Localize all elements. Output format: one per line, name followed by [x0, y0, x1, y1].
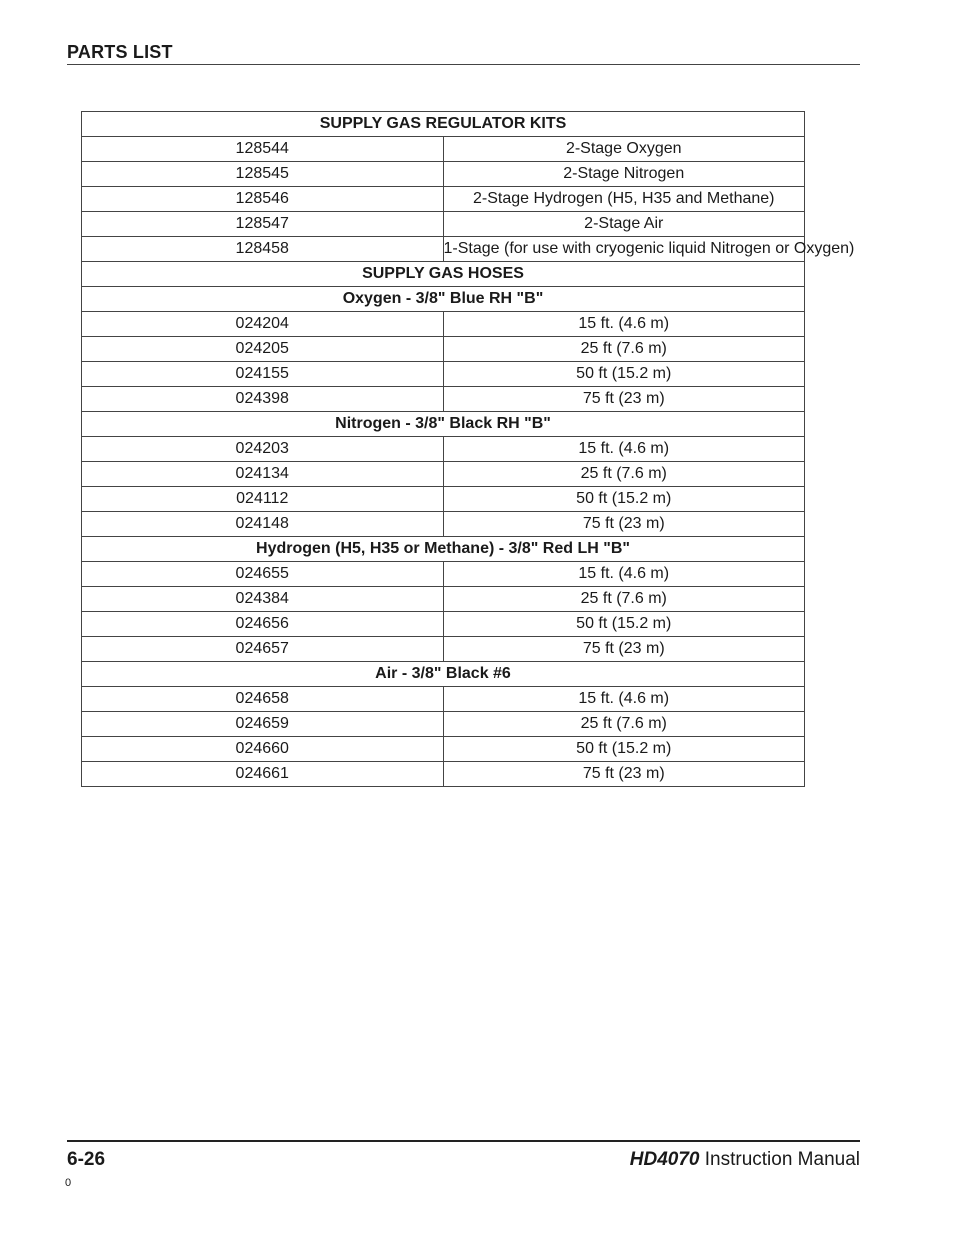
section-header: SUPPLY GAS HOSES [82, 262, 805, 287]
table-row [82, 237, 805, 262]
parts-table [81, 111, 855, 787]
table-row [82, 137, 805, 162]
part-description: 25 ft (7.6 m) [443, 462, 805, 487]
part-description: 50 ft (15.2 m) [443, 737, 805, 762]
part-description: 2-Stage Nitrogen [443, 162, 805, 187]
part-number: 024657 [82, 637, 444, 662]
revision-number: 0 [65, 1177, 72, 1189]
part-number: 128546 [82, 187, 444, 212]
part-number: 024659 [82, 712, 444, 737]
section-header-row [82, 537, 805, 562]
manual-title [630, 1149, 860, 1171]
section-header-row [82, 287, 805, 312]
part-number: 024112 [82, 487, 444, 512]
part-number: 024203 [82, 437, 444, 462]
part-number: 128545 [82, 162, 444, 187]
manual-label: Instruction Manual [699, 1149, 860, 1170]
table-row [82, 312, 805, 337]
table-row [82, 637, 805, 662]
part-description: 15 ft. (4.6 m) [443, 687, 805, 712]
table-row [82, 687, 805, 712]
parts-table-body [82, 112, 855, 787]
part-number: 128544 [82, 137, 444, 162]
page-section-title: PARTS LIST [67, 42, 173, 62]
table-row [82, 562, 805, 587]
part-description: 2-Stage Oxygen [443, 137, 805, 162]
part-description: 25 ft (7.6 m) [443, 587, 805, 612]
part-number: 128458 [82, 237, 444, 262]
part-number: 024134 [82, 462, 444, 487]
footer-divider [67, 1140, 860, 1142]
section-header: Air - 3/8" Black #6 [82, 662, 805, 687]
section-header: Hydrogen (H5, H35 or Methane) - 3/8" Red LH "B" [82, 537, 805, 562]
part-description: 50 ft (15.2 m) [443, 362, 805, 387]
part-number: 024658 [82, 687, 444, 712]
table-row [82, 437, 805, 462]
part-number: 024398 [82, 387, 444, 412]
table-row [82, 337, 805, 362]
table-row [82, 462, 805, 487]
table-row [82, 487, 805, 512]
section-header-row [82, 262, 805, 287]
part-description: 75 ft (23 m) [443, 762, 805, 787]
section-header: Oxygen - 3/8" Blue RH "B" [82, 287, 805, 312]
part-description: 15 ft. (4.6 m) [443, 312, 805, 337]
part-number: 024656 [82, 612, 444, 637]
section-header-row [82, 662, 805, 687]
table-row [82, 512, 805, 537]
part-description: 2-Stage Hydrogen (H5, H35 and Methane) [443, 187, 805, 212]
section-header-row [82, 412, 805, 437]
part-description: 50 ft (15.2 m) [443, 612, 805, 637]
part-number: 024661 [82, 762, 444, 787]
table-row [82, 737, 805, 762]
table-row [82, 162, 805, 187]
part-description: 2-Stage Air [443, 212, 805, 237]
part-description: 75 ft (23 m) [443, 512, 805, 537]
part-description: 75 ft (23 m) [443, 637, 805, 662]
part-number: 024205 [82, 337, 444, 362]
part-number: 024655 [82, 562, 444, 587]
part-number: 024660 [82, 737, 444, 762]
page-number: 6-26 [67, 1149, 106, 1170]
part-description: 1-Stage (for use with cryogenic liquid Nitrogen or Oxygen) [443, 237, 805, 262]
table-row [82, 587, 805, 612]
part-description: 15 ft. (4.6 m) [443, 437, 805, 462]
part-number: 024204 [82, 312, 444, 337]
section-header-row [82, 112, 805, 137]
part-description: 25 ft (7.6 m) [443, 337, 805, 362]
table-row [82, 187, 805, 212]
section-header: SUPPLY GAS REGULATOR KITS [82, 112, 805, 137]
header-divider [67, 64, 860, 65]
part-number: 128547 [82, 212, 444, 237]
table-row [82, 212, 805, 237]
part-number: 024384 [82, 587, 444, 612]
part-description: 25 ft (7.6 m) [443, 712, 805, 737]
part-number: 024148 [82, 512, 444, 537]
section-header: Nitrogen - 3/8" Black RH "B" [82, 412, 805, 437]
part-description: 75 ft (23 m) [443, 387, 805, 412]
part-description: 15 ft. (4.6 m) [443, 562, 805, 587]
part-description: 50 ft (15.2 m) [443, 487, 805, 512]
table-row [82, 612, 805, 637]
model-name: HD4070 [629, 1149, 700, 1170]
table-row [82, 362, 805, 387]
table-row [82, 712, 805, 737]
table-row [82, 762, 805, 787]
table-row [82, 387, 805, 412]
part-number: 024155 [82, 362, 444, 387]
